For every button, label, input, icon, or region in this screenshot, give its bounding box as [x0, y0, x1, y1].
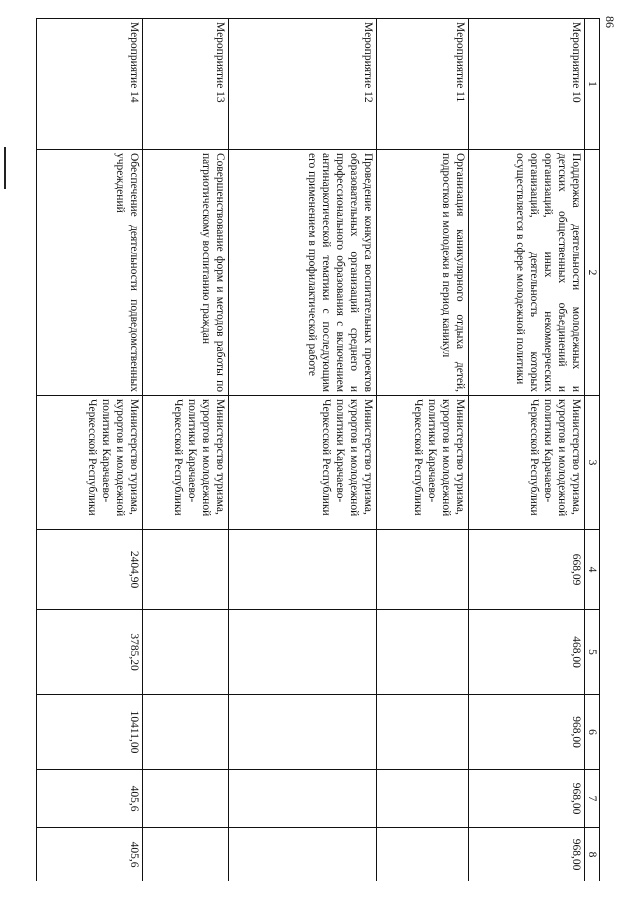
header-cell-2: 2 — [585, 150, 600, 396]
activity-description: Совершенствование форм и методов работы по патриотическому воспитанию граждан — [143, 150, 229, 396]
value-col-7 — [143, 770, 229, 828]
activity-name: Мероприятие 13 — [143, 19, 229, 150]
value-col-5: 468,00 — [469, 610, 585, 695]
value-col-4: 668,09 — [469, 530, 585, 610]
value-col-8 — [143, 828, 229, 882]
header-cell-3: 3 — [585, 396, 600, 530]
table-row — [377, 19, 469, 882]
table-row — [229, 19, 377, 882]
value-col-6 — [377, 695, 469, 770]
header-cell-6: 6 — [585, 695, 600, 770]
scan-edge-mark — [4, 147, 6, 189]
activity-executor: Министерство туризма, курортов и молодежной политики Карачаево-Черкесской Республики — [377, 396, 469, 530]
activity-executor: Министерство туризма, курортов и молодежной политики Карачаево-Черкесской Республики — [469, 396, 585, 530]
activity-description: Обеспечение деятельности подведомственных учреждений — [37, 150, 143, 396]
activity-executor: Министерство туризма, курортов и молодежной политики Карачаево-Черкесской Республики — [229, 396, 377, 530]
value-col-7 — [377, 770, 469, 828]
table-viewport — [30, 18, 600, 881]
header-cell-7: 7 — [585, 770, 600, 828]
activity-description: Поддержка деятельности молодежных и детских общественных объединений и организаций, иных некоммерческих организаций, деятельность которых осуществляется в сфере молодежной политики — [469, 150, 585, 396]
activity-name: Мероприятие 12 — [229, 19, 377, 150]
activity-executor: Министерство туризма, курортов и молодежной политики Карачаево-Черкесской Республики — [143, 396, 229, 530]
header-cell-4: 4 — [585, 530, 600, 610]
value-col-7: 968,00 — [469, 770, 585, 828]
header-cell-8: 8 — [585, 828, 600, 882]
value-col-6 — [229, 695, 377, 770]
activity-description: Организация каникулярного отдыха детей, подростков и молодежи в период каникул — [377, 150, 469, 396]
activity-executor: Министерство туризма, курортов и молодежной политики Карачаево-Черкесской Республики — [37, 396, 143, 530]
value-col-5 — [143, 610, 229, 695]
table-row — [37, 19, 143, 882]
header-row — [585, 19, 600, 882]
value-col-4 — [143, 530, 229, 610]
table-row — [143, 19, 229, 882]
activity-description: Проведение конкурса воспитательных проектов образовательных организаций среднего и профессионального образования с включением антинаркотической тематики с последующим его применением в профилактической работе — [229, 150, 377, 396]
table-row — [469, 19, 585, 882]
value-col-4: 2404,90 — [37, 530, 143, 610]
activity-name: Мероприятие 10 — [469, 19, 585, 150]
page-number: 86 — [603, 16, 617, 28]
rotated-sheet — [30, 18, 600, 881]
value-col-6 — [143, 695, 229, 770]
value-col-8 — [229, 828, 377, 882]
value-col-5 — [229, 610, 377, 695]
activity-name: Мероприятие 11 — [377, 19, 469, 150]
value-col-7: 405,6 — [37, 770, 143, 828]
value-col-5: 3785,20 — [37, 610, 143, 695]
value-col-6: 10411,00 — [37, 695, 143, 770]
value-col-8: 405,6 — [37, 828, 143, 882]
header-cell-1: 1 — [585, 19, 600, 150]
value-col-8 — [377, 828, 469, 882]
program-activities-table — [36, 18, 600, 881]
value-col-8: 968,00 — [469, 828, 585, 882]
value-col-4 — [377, 530, 469, 610]
value-col-5 — [377, 610, 469, 695]
activity-name: Мероприятие 14 — [37, 19, 143, 150]
header-cell-5: 5 — [585, 610, 600, 695]
value-col-7 — [229, 770, 377, 828]
value-col-4 — [229, 530, 377, 610]
value-col-6: 968,00 — [469, 695, 585, 770]
